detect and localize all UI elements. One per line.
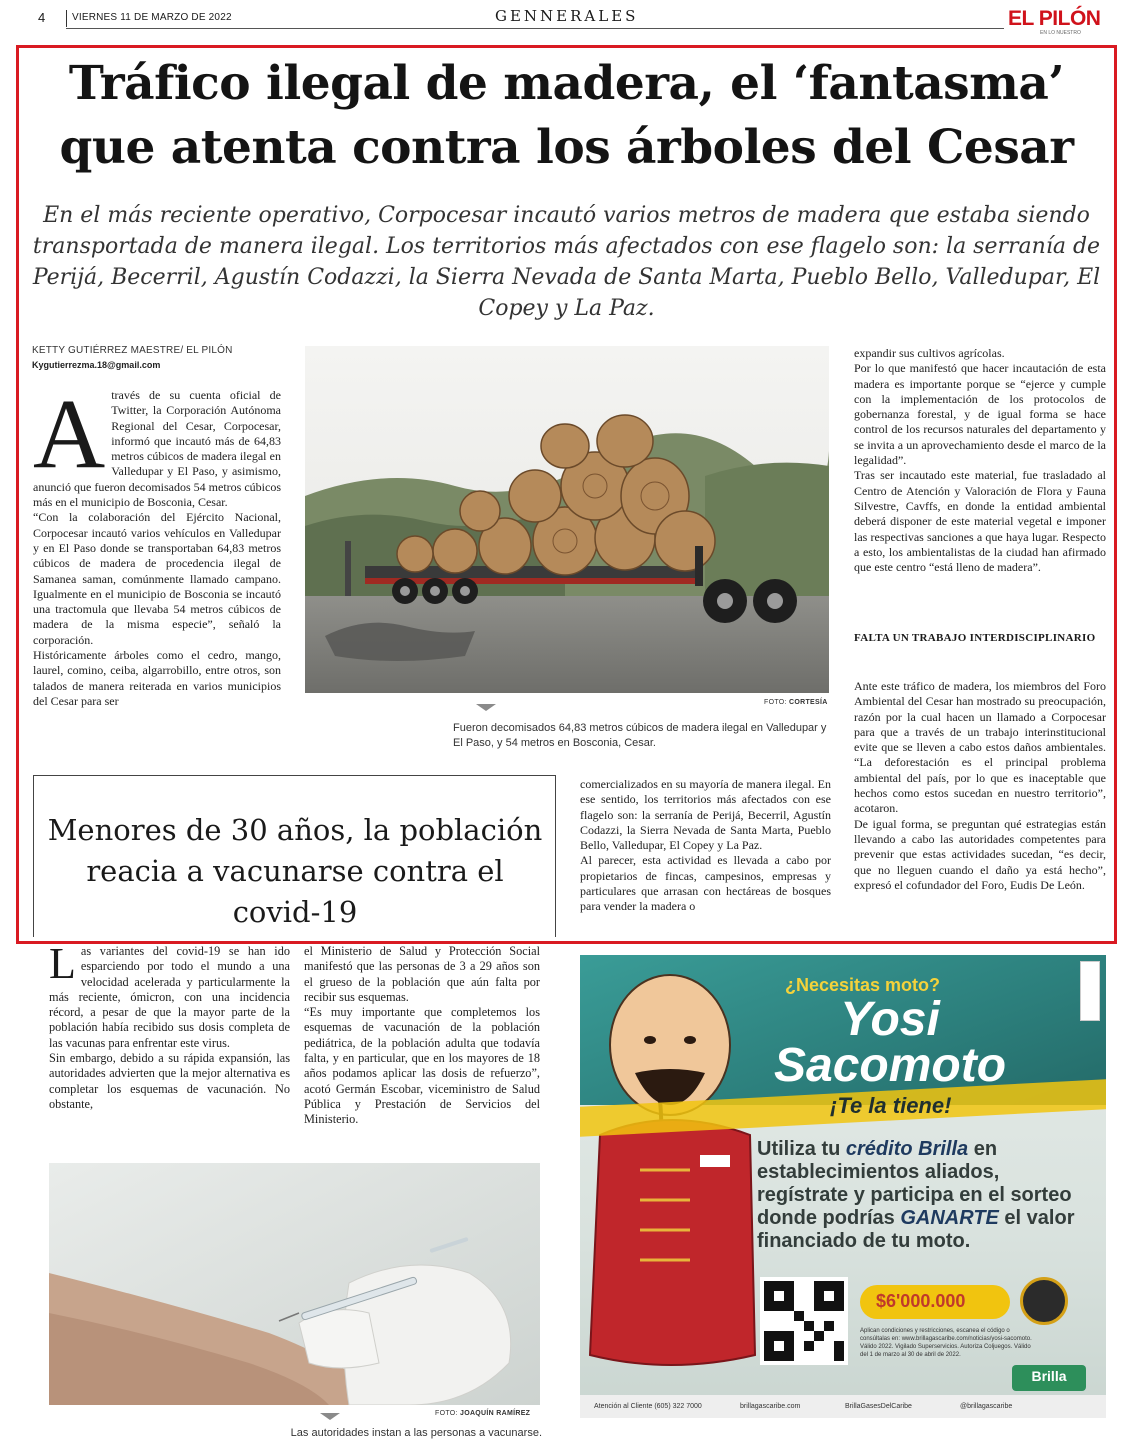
ad-footer-instagram[interactable]: @brillagascaribe xyxy=(960,1403,1013,1410)
ad-brand-line-2: Sacomoto xyxy=(773,1039,1007,1092)
paragraph: el Ministerio de Salud y Protección Social manifestó que las personas de 3 a 29 años son el grueso de la población que aún falta por recibir sus esquemas. xyxy=(304,944,540,1004)
ad-prize-amount: $6'000.000 xyxy=(876,1291,966,1311)
drop-cap: L xyxy=(49,939,76,988)
truck-photo-illustration xyxy=(305,346,829,693)
ad-fine-print: Aplican condiciones y restricciones, escanea el código o consúltalas en: www.brillagascaribe.com/noticias/yosi-sacomoto. Válido 2022. Vigilado Superservicios. Autoriza Coljuegos. Válido del 1 de marzo al 30 de abril de 2022. xyxy=(860,1328,1032,1358)
newspaper-logo-tagline: EN LO NUESTRO xyxy=(1040,30,1081,36)
header-divider xyxy=(66,10,67,27)
paragraph: “Con la colaboración del Ejército Nacional, Corpocesar incautó varios vehículos en Valledupar y en El Paso donde se transportaban 64,83 metros cúbicos de madera de procedencia ilegal de Samanea saman, comúnmente llamado campano. Igualmente en el municipio de Bosconia se incautó una tractomula que llevaba 54 metros cúbicos de madera de la misma especie”, señaló la corporación. xyxy=(33,510,281,647)
paragraph: Ante este tráfico de madera, los miembros del Foro Ambiental del Cesar han mostrado su preocupación, razón por la cual hacen un llamado a Corpocesar para que a través de un trabajo interinstitucional evite que se lleven a cabo estos daños ambientales. “La deforestación es el principal problema ambiental del país, por lo que es inaceptable que hechos como estos sucedan en nuestro territorio”, acotaron. xyxy=(854,679,1106,816)
section-name: GENNERALES xyxy=(495,7,639,25)
qr-code-icon[interactable] xyxy=(760,1277,848,1365)
ad-tagline: ¡Te la tiene! xyxy=(830,1093,952,1118)
headline-line-1: Tráfico ilegal de madera, el ‘fantasma’ xyxy=(68,56,1065,111)
photo-caption: Las autoridades instan a las personas a vacunarse. xyxy=(290,1427,542,1439)
ad-brand-line-1: Yosi xyxy=(840,993,940,1046)
vaccination-photo-illustration xyxy=(49,1163,540,1405)
paragraph: Tras ser incautado este material, fue trasladado al Centro de Atención y Valoración de Flora y Fauna Silvestre, Cavffs, en donde la entidad ambiental deberá disponer de este material vegetal e imponer las respectivas sanciones a que haya lugar. Respecto a esto, los ambientalistas de la ciudad han afirmado que este centro “está lleno de madera”. xyxy=(854,468,1106,575)
issue-date: VIERNES 11 DE MARZO DE 2022 xyxy=(72,12,232,23)
coljuegos-seal-icon xyxy=(1020,1277,1068,1325)
ad-body-highlight: GANARTE xyxy=(900,1207,999,1229)
article-subtitle: En el más reciente operativo, Corpocesar incautó varios metros de madera que estaba siendo transportada de manera ilegal. Los territorios más afectados con ese flagelo son: la serranía de Perijá, Becerril, Agustín Codazzi, la Sierra Nevada de Santa Marta, Pueblo Bello, Valledupar, El Copey y La Paz. xyxy=(32,203,1101,321)
photo-credit-name: JOAQUÍN RAMÍREZ xyxy=(460,1410,531,1417)
brilla-advertisement[interactable] xyxy=(580,955,1106,1418)
photo-credit xyxy=(435,1410,530,1417)
caption-pointer-icon xyxy=(476,704,496,711)
ad-sponsor-logos xyxy=(1080,961,1100,1021)
paragraph: De igual forma, se preguntan qué estrategias están llevando a cabo las autoridades competentes para prevenir que estas actividades sucedan, “es decir, que no lleguen cuando el daño ya está hecho”, expresó el cofundador del Foro, Eudis De León. xyxy=(854,816,1106,892)
ad-footer-phone[interactable]: Atención al Cliente (605) 322 7000 xyxy=(594,1403,702,1410)
photo-credit-name: CORTESÍA xyxy=(789,699,828,706)
headline-line-2: que atenta contra los árboles del Cesar xyxy=(59,120,1074,175)
article-column-2 xyxy=(580,777,831,915)
ad-body-text: Utiliza tu xyxy=(757,1138,846,1160)
paragraph: Sin embargo, debido a su rápida expansión, las autoridades advierten que la mejor alternativa es completar los esquemas de vacunación. No obstante, xyxy=(49,1051,290,1111)
paragraph: expandir sus cultivos agrícolas. xyxy=(854,346,1005,360)
paragraph: través de su cuenta oficial de Twitter, la Corporación Autónoma Regional del Cesar, Corpocesar, informó que incautó más de 64,83 metros cúbicos de madera ilegal en Valledupar y El Paso, y asimismo, anunció que fueron decomisados 54 metros cúbicos más en el municipio de Bosconia, Cesar. xyxy=(33,388,281,510)
ad-footer xyxy=(580,1395,1106,1418)
section-heading: FALTA UN TRABAJO INTERDISCIPLINARIO xyxy=(854,632,1096,644)
paragraph: Históricamente árboles como el cedro, mango, laurel, comino, ceiba, algarrobillo, entre otros, son talados de manera reiterada en varios municipios del Cesar para ser xyxy=(33,648,281,708)
header-rule xyxy=(66,28,1004,29)
article-column-1 xyxy=(33,378,281,709)
paragraph: Al parecer, esta actividad es llevada a cabo por propietarios de fincas, campesinos, empresas y particulares que arrasan con hectáreas de bosques para vender la madera o xyxy=(580,853,831,914)
photo-credit xyxy=(764,699,828,706)
truck-timber-photo xyxy=(305,346,829,693)
vaccination-photo xyxy=(49,1163,540,1405)
paragraph: as variantes del covid-19 se han ido esparciendo por todo el mundo a una velocidad acelerada y particularmente la más reciente, ómicron, con una incidencia récord, a pesar de que la mayor parte de la población había recibido sus dosis completa de las vacunas para enfrentar este virus. xyxy=(49,944,290,1050)
author-email: Kygutierrezma.18@gmail.com xyxy=(32,360,161,370)
ad-brand-name xyxy=(770,993,1010,1092)
newspaper-logo: EL PILÓN xyxy=(1008,7,1101,30)
article2-headline: Menores de 30 años, la población reacia a vacunarse contra el covid-19 xyxy=(47,813,543,929)
photo-credit-label: FOTO: xyxy=(435,1410,458,1417)
ad-question: ¿Necesitas moto? xyxy=(785,975,941,995)
ad-footer-website[interactable]: brillagascaribe.com xyxy=(740,1403,801,1410)
article2-column-2 xyxy=(304,944,540,1128)
ad-body-text: en establecimientos aliados, regístrate y participa en el sorteo donde podrías xyxy=(757,1138,1072,1229)
ad-footer-facebook[interactable]: BrillaGasesDelCaribe xyxy=(845,1403,912,1410)
ad-body-highlight: crédito Brilla xyxy=(845,1138,969,1160)
paragraph: comercializados en su mayoría de manera ilegal. En ese sentido, los territorios más afectados con ese flagelo son: la serranía de Perijá, Becerril, Agustín Codazzi, la Sierra Nevada de Santa Marta, Pueblo Bello, Valledupar, El Copey y La Paz. xyxy=(580,777,831,853)
article-headline xyxy=(24,52,1109,180)
drop-cap: A xyxy=(33,378,106,489)
photo-caption: Fueron decomisados 64,83 metros cúbicos de madera ilegal en Valledupar y El Paso, y 54 metros en Bosconia, Cesar. xyxy=(453,722,827,749)
byline: KETTY GUTIÉRREZ MAESTRE/ EL PILÓN xyxy=(32,345,233,356)
page-number: 4 xyxy=(38,10,46,25)
photo-credit-label: FOTO: xyxy=(764,699,787,706)
brilla-logo: Brilla xyxy=(1012,1365,1086,1391)
paragraph: Por lo que manifestó que hacer incautación de esta madera es importante porque se “ejerce y cumple con la implementación de los protocolos de gobernanza forestal, y de igual forma se hace control de los recursos naturales del departamento y se invita a un aprovechamiento desde el marco de la legalidad”. xyxy=(854,361,1106,468)
ad-body-text: el valor financiado de tu moto. xyxy=(757,1207,1075,1252)
caption-pointer-icon xyxy=(320,1413,340,1420)
article2-column-1 xyxy=(49,939,290,1112)
article-column-3 xyxy=(854,346,1106,575)
paragraph: “Es muy importante que completemos los esquemas de vacunación de la población pediátrica, de la población adulta que todavía falta, y en particular, que en los mayores de 18 años podamos aplicar las dosis de refuerzo”, acotó Germán Escobar, viceministro de Salud Pública y Prestación de Servicios del Ministerio. xyxy=(304,1005,540,1127)
ad-body-copy xyxy=(757,1138,1087,1253)
article-column-3-cont xyxy=(854,679,1106,893)
